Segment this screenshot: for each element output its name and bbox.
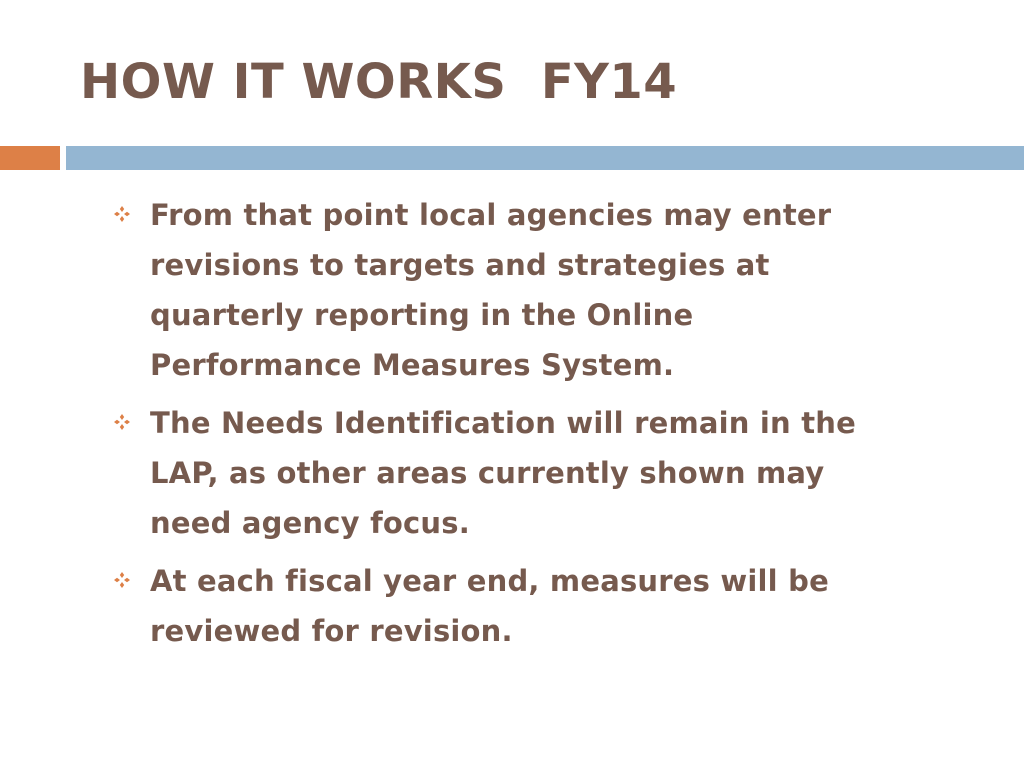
bullet-text: At each fiscal year end, measures will be reviewed for revision.	[150, 564, 829, 648]
bullet-text: The Needs Identification will remain in the LAP, as other areas currently shown may need agency focus.	[150, 406, 856, 540]
accent-bar-blue	[66, 146, 1024, 170]
diamond-bullet-icon	[114, 414, 130, 430]
diamond-bullet-icon	[114, 206, 130, 222]
slide-title: HOW IT WORKS FY14	[80, 54, 678, 110]
bullet-item	[112, 190, 912, 390]
bullet-text: From that point local agencies may enter revisions to targets and strategies at quarterly reporting in the Online Performance Measures System.	[150, 198, 832, 382]
bullet-list	[112, 190, 912, 664]
bullet-item	[112, 556, 912, 656]
accent-bar-orange	[0, 146, 60, 170]
bullet-item	[112, 398, 912, 548]
diamond-bullet-icon	[114, 572, 130, 588]
